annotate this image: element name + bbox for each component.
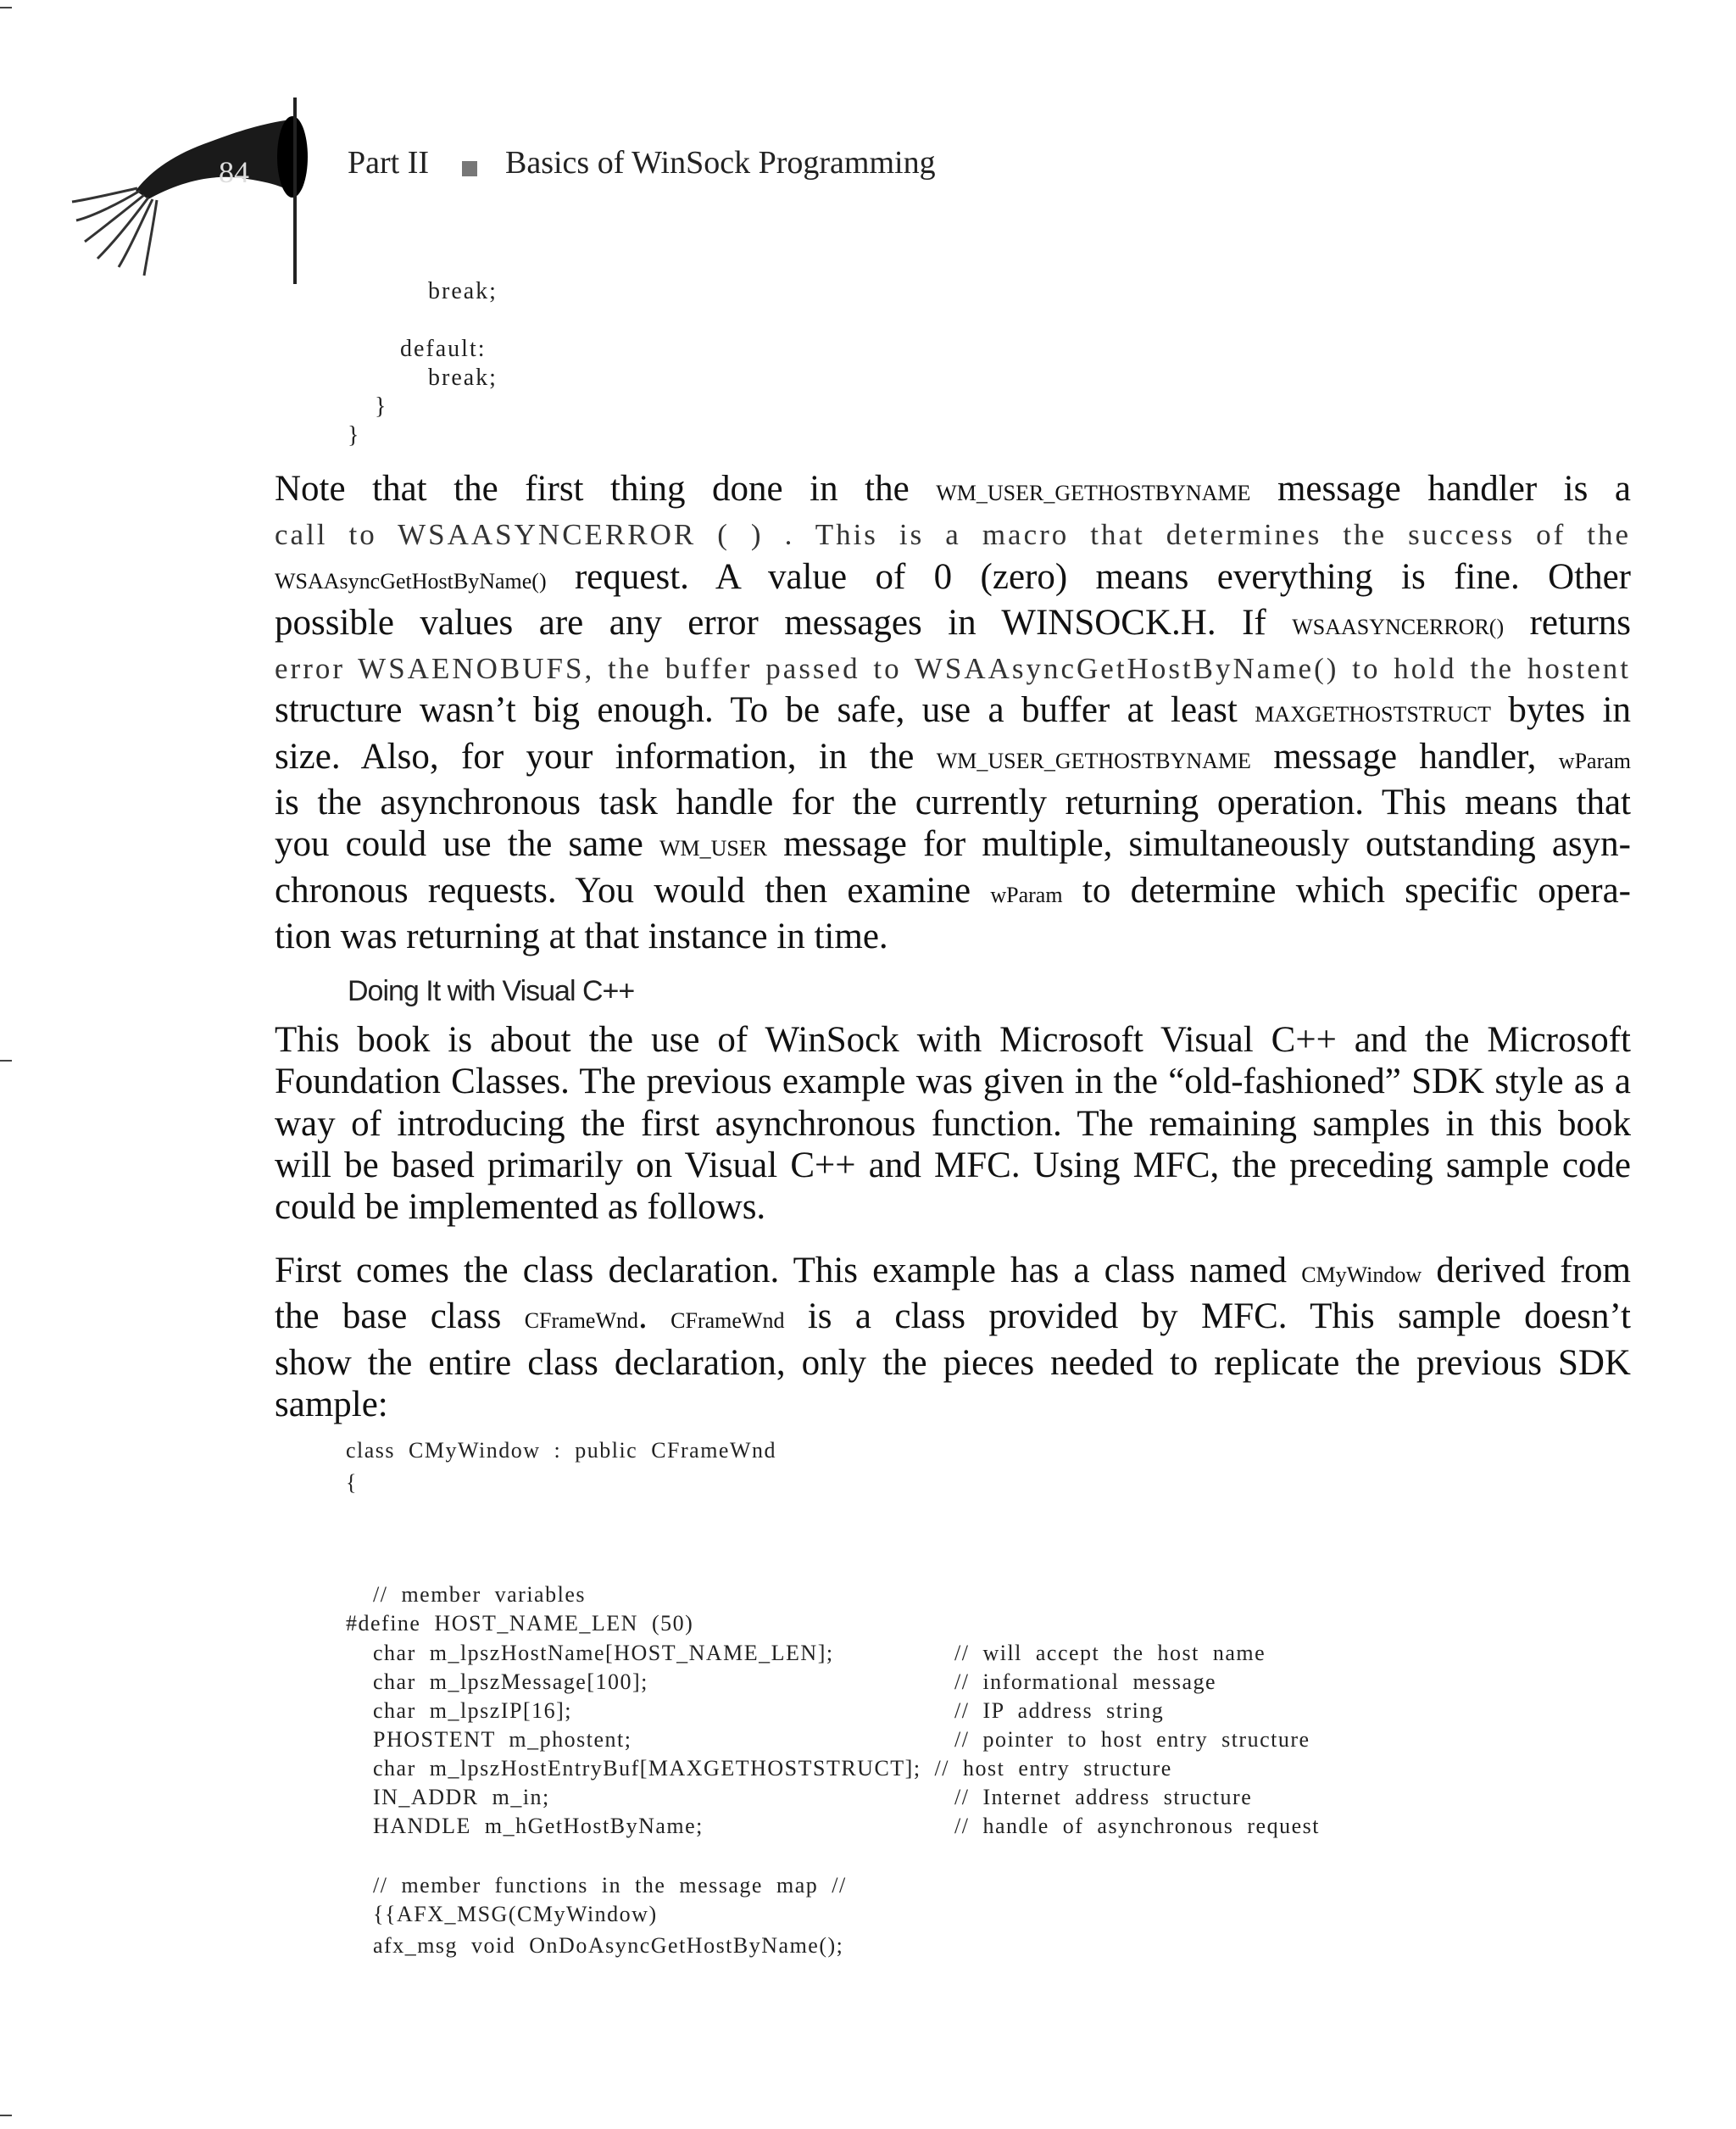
paragraph-wsaasyncerror: Note that the first thing done in the WM_USER_GETHOSTBYNAME message handler is a call to WSAASYNCERROR ( ) . This is a macro that determines the success of the WSAAsyncGetHostByName() request. A value of 0 (zero) means everything is fine. Other possible values are any error messages in WINSOCK.H. If WSAASYNCERROR() returns error WSAENOBUFS, the buffer passed to WSAAsyncGetHostByName() to hold the hostent structure wasn’t big enough. To be safe, use a buffer at least MAXGETHOSTSTRUCT bytes in size. Also, for your information, in the WM_USER_GETHOSTBYNAME message handler, wParam is the asynchronous task handle for the currently returning operation. This means that you could use the same WM_USER message for multiple, simultaneously outstanding asyn- chronous requests. You would then examine wParam to determine which specific opera- tion was returning at that instance in time. xyxy=(275,469,1632,956)
code-line: #define HOST_NAME_LEN (50) xyxy=(346,1611,694,1636)
code-line: PHOSTENT m_phostent; xyxy=(373,1727,632,1752)
code-comment: // member variables xyxy=(373,1582,586,1607)
code-line: } xyxy=(375,393,388,420)
code-line: IN_ADDR m_in; xyxy=(373,1785,550,1809)
margin-tick xyxy=(0,2115,12,2116)
code-line: char m_lpszHostEntryBuf[MAXGETHOSTSTRUCT]; // host entry structure xyxy=(373,1756,1172,1781)
code-line: char m_lpszMessage[100]; xyxy=(373,1669,648,1694)
margin-tick xyxy=(0,1060,12,1062)
code-line: } xyxy=(348,422,361,449)
chapter-title: Basics of WinSock Programming xyxy=(505,145,936,181)
paragraph-visual-cpp: This book is about the use of WinSock with Microsoft Visual C++ and the Microsoft Foundation Classes. The previous example was given in the “old-fashioned” SDK style as a way of introducing the first asynchronous function. The remaining samples in this book will be based primarily on Visual C++ and MFC. Using MFC, the preceding sample code could be implemented as follows. xyxy=(275,1020,1631,1228)
code-line: { xyxy=(346,1470,358,1495)
page-number: 84 xyxy=(219,155,249,189)
code-comment: // member functions in the message map // xyxy=(373,1873,847,1898)
code-comment: // Internet address structure xyxy=(954,1785,1253,1809)
code-comment: // pointer to host entry structure xyxy=(954,1727,1310,1752)
code-line: HANDLE m_hGetHostByName; xyxy=(373,1814,704,1838)
header-separator-square xyxy=(462,161,477,176)
code-line: break; xyxy=(428,278,498,304)
paragraph-class-declaration: First comes the class declaration. This example has a class named CMyWindow derived from the base class CFrameWnd. CFrameWnd is a class provided by MFC. This sample doesn’t show the entire class declaration, only the pieces needed to replicate the previous SDK sample: xyxy=(275,1251,1631,1424)
section-heading: Doing It with Visual C++ xyxy=(348,975,635,1007)
code-line: afx_msg void OnDoAsyncGetHostByName(); xyxy=(373,1933,844,1958)
code-line: default: xyxy=(400,336,487,362)
page-number-flag-graphic xyxy=(68,93,314,288)
code-comment: // will accept the host name xyxy=(954,1641,1266,1665)
code-comment: // informational message xyxy=(954,1669,1217,1694)
code-comment: // IP address string xyxy=(954,1698,1165,1723)
margin-tick xyxy=(0,7,12,8)
code-line: char m_lpszIP[16]; xyxy=(373,1698,573,1723)
code-line: break; xyxy=(428,365,498,391)
code-line: char m_lpszHostName[HOST_NAME_LEN]; xyxy=(373,1641,834,1665)
code-line: class CMyWindow : public CFrameWnd xyxy=(346,1438,777,1463)
part-label: Part II xyxy=(348,145,430,181)
code-comment: // handle of asynchronous request xyxy=(954,1814,1320,1838)
code-line: {{AFX_MSG(CMyWindow) xyxy=(373,1902,658,1926)
